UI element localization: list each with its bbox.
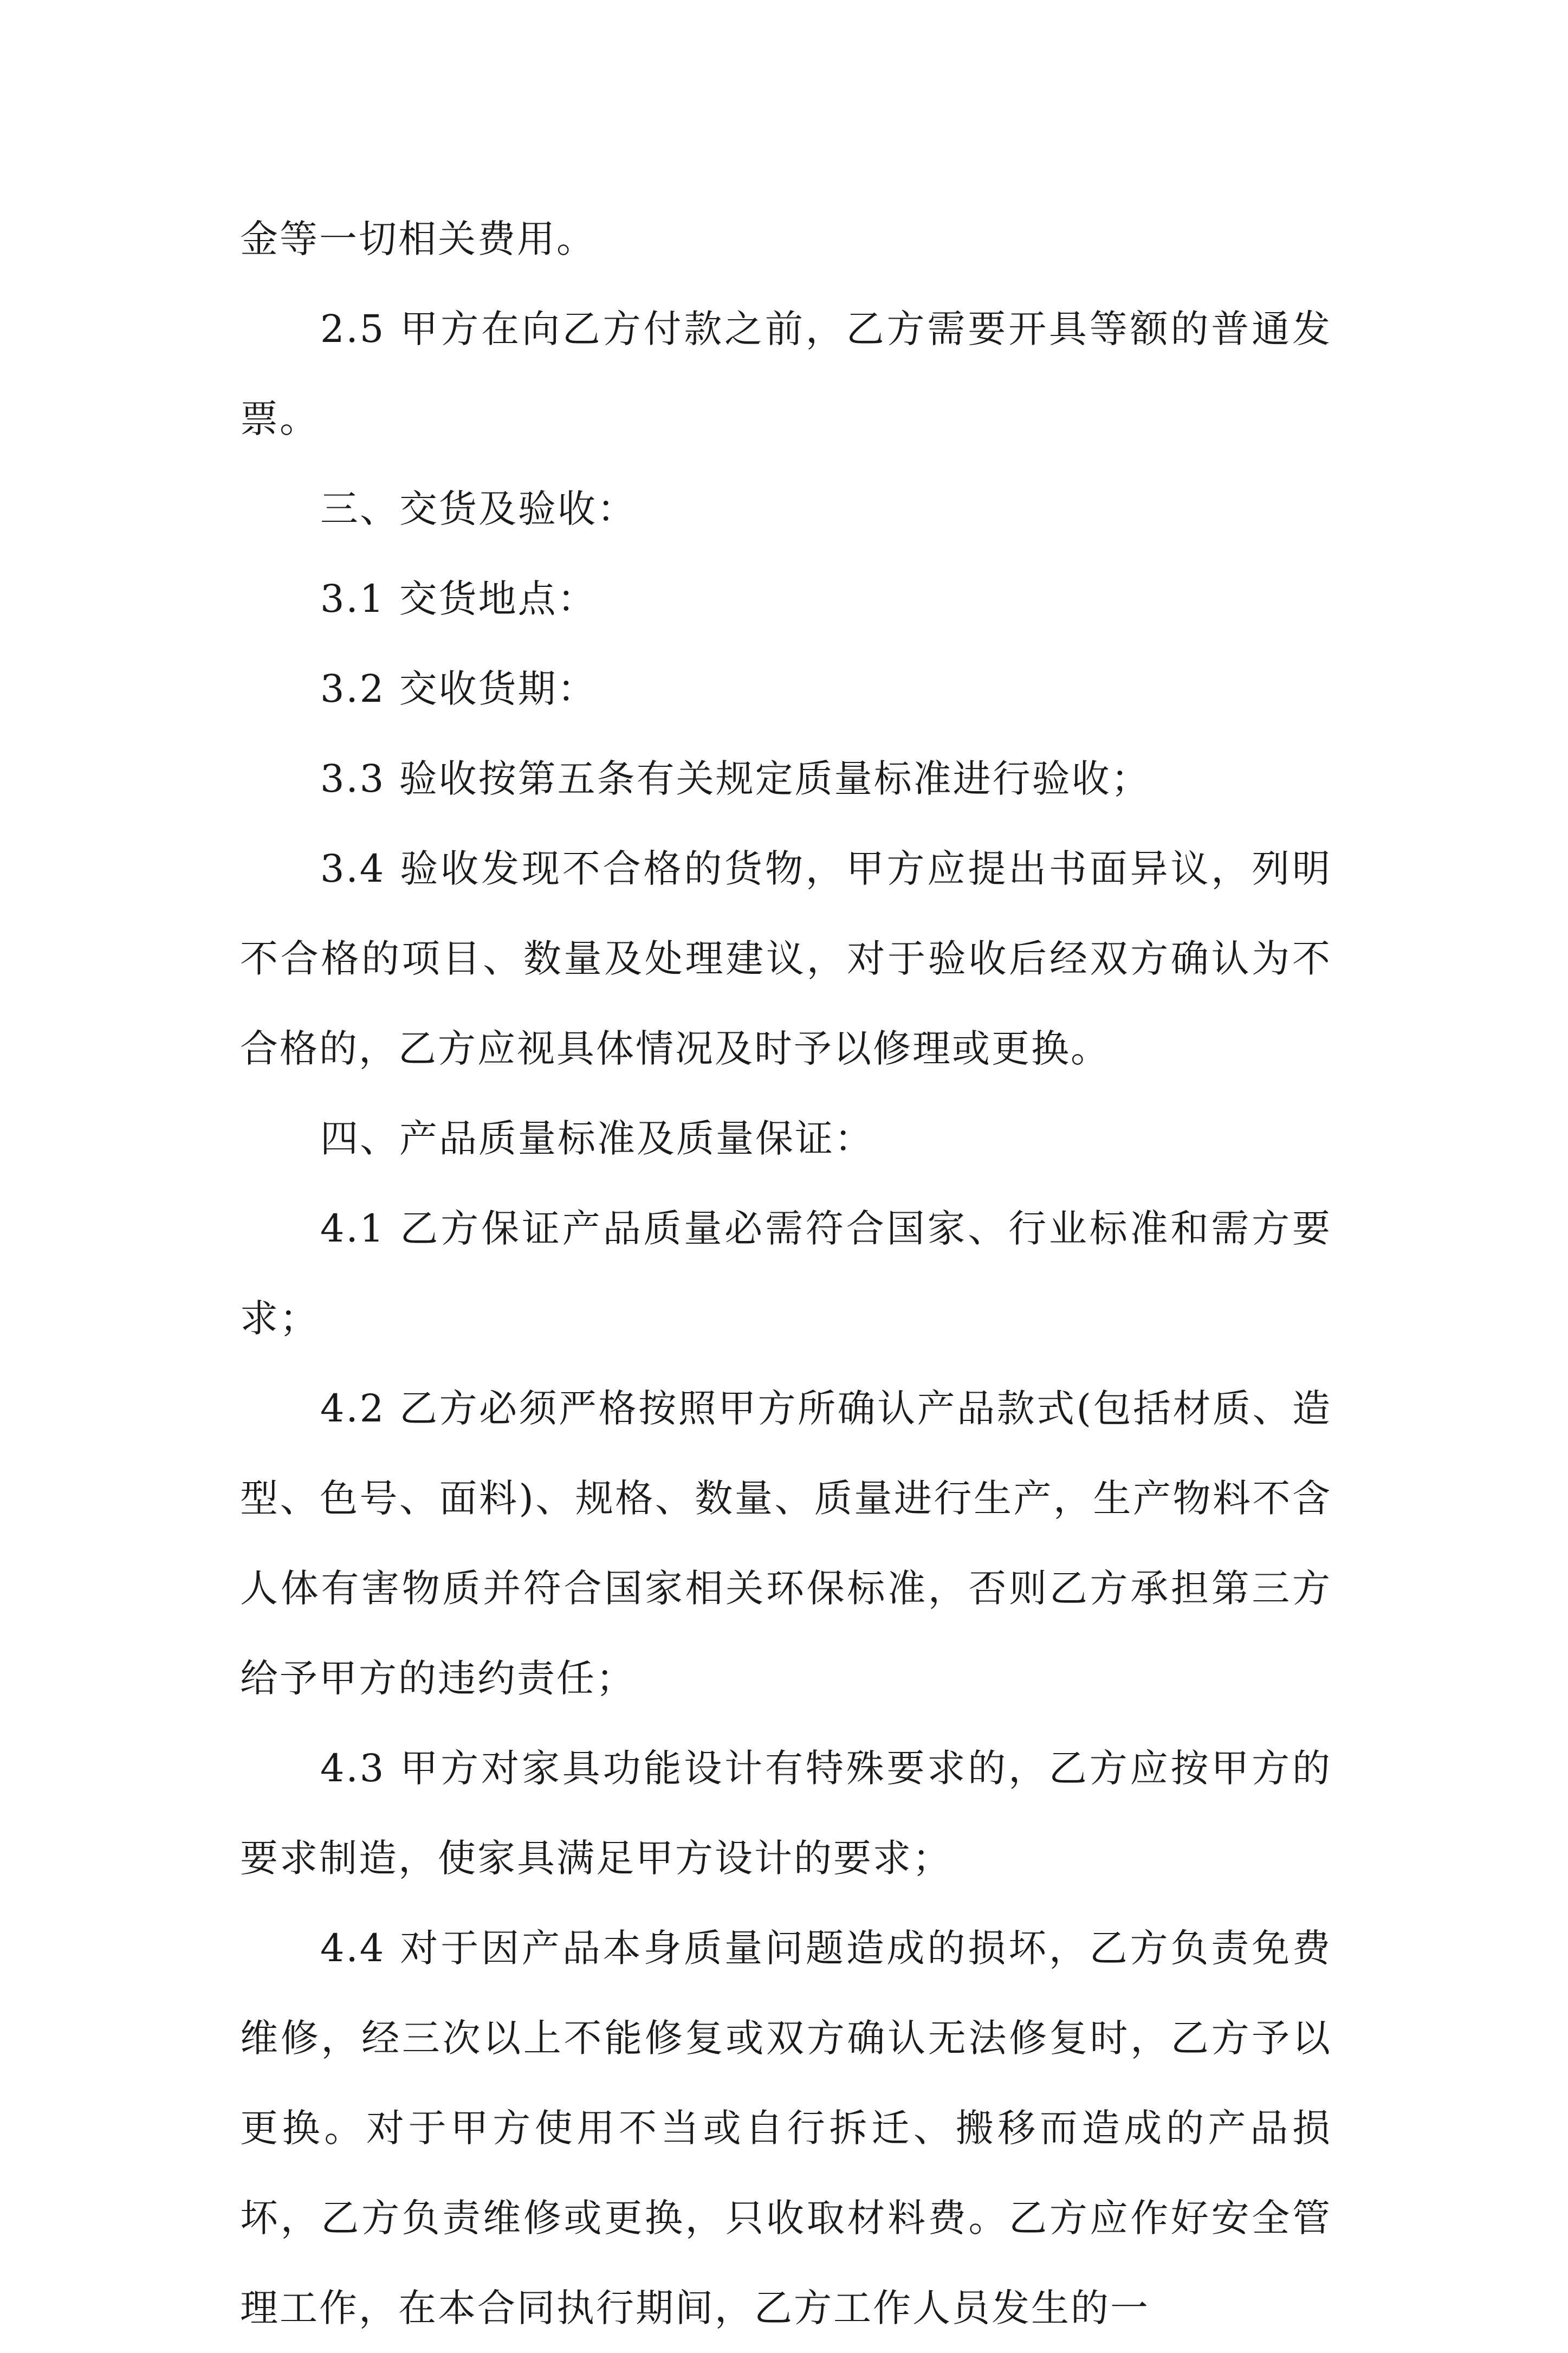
paragraph-clause-3-2: 3.2 交收货期：	[320, 667, 597, 711]
paragraph-clause-4-1: 4.1 乙方保证产品质量必需符合国家、行业标准和需方要求；	[240, 1206, 1332, 1341]
paragraph-fee-continuation: 金等一切相关费用。	[240, 217, 596, 261]
paragraph-clause-3-3: 3.3 验收按第五条有关规定质量标准进行验收；	[320, 757, 1151, 801]
paragraph-clause-2-5: 2.5 甲方在向乙方付款之前，乙方需要开具等额的普通发票。	[240, 307, 1332, 441]
section-heading-delivery: 三、交货及验收：	[320, 487, 637, 531]
paragraph-clause-4-2: 4.2 乙方必须严格按照甲方所确认产品款式(包括材质、造型、色号、面料)、规格、数量、质量进行生产，生产物料不含人体有害物质并符合国家相关环保标准，否则乙方承担第三方给予甲方的违约责任；	[240, 1386, 1332, 1701]
paragraph-clause-3-1: 3.1 交货地点：	[320, 577, 597, 621]
paragraph-clause-4-3: 4.3 甲方对家具功能设计有特殊要求的，乙方应按甲方的要求制造，使家具满足甲方设计的要求；	[240, 1746, 1332, 1880]
paragraph-clause-3-4: 3.4 验收发现不合格的货物，甲方应提出书面异议，列明不合格的项目、数量及处理建议，对于验收后经双方确认为不合格的，乙方应视具体情况及时予以修理或更换。	[240, 846, 1332, 1071]
section-heading-quality: 四、产品质量标准及质量保证：	[320, 1116, 874, 1161]
paragraph-clause-4-4: 4.4 对于因产品本身质量问题造成的损坏，乙方负责免费维修，经三次以上不能修复或双方确认无法修复时，乙方予以更换。对于甲方使用不当或自行拆迁、搬移而造成的产品损坏，乙方负责维修或更换，只收取材料费。乙方应作好安全管理工作，在本合同执行期间，乙方工作人员发生的一	[240, 1926, 1332, 2330]
contract-body	[240, 194, 1332, 2353]
